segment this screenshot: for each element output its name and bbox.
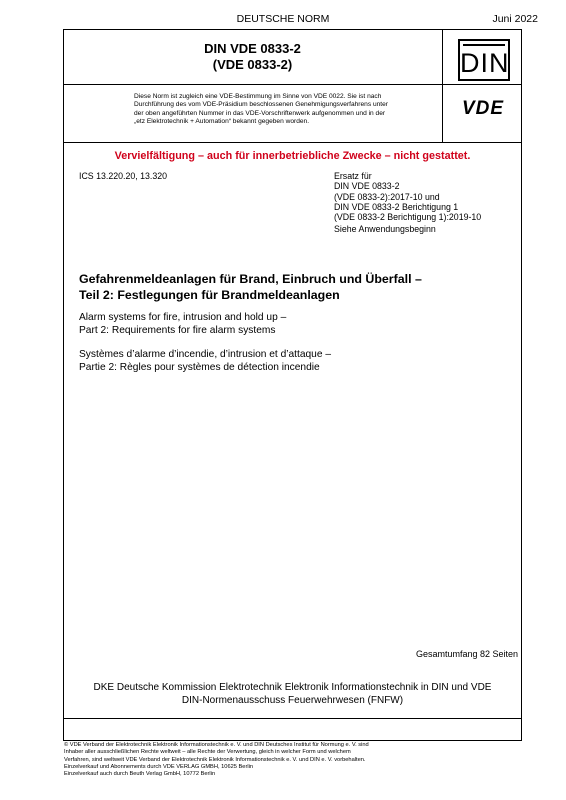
notice-line: Durchführung des vom VDE-Präsidium beschlossenen Genehmigungsverfahrens unter [134,101,388,109]
german-title-line2: Teil 2: Festlegungen für Brandmeldeanlagen [79,287,340,302]
french-title-line2: Partie 2: Règles pour systèmes de détection incendie [79,361,320,373]
vde-notice [134,93,434,127]
english-title [79,312,286,337]
footer-line: Einzelverkauf und Abonnements durch VDE VERLAG GMBH, 10625 Berlin [64,763,254,770]
din-logo [458,39,510,81]
din-logo-bar [463,44,505,46]
standard-number-line2: (VDE 0833-2) [212,57,293,72]
notice-line: der oben angeführten Nummer in das VDE-Vorschriftenwerk aufgenommen und in der [134,109,386,117]
footer-divider [64,718,521,719]
replacement-line: DIN VDE 0833-2 [334,181,400,192]
total-pages: Gesamtumfang 82 Seiten [415,649,518,659]
replacement-line: Ersatz für [334,171,372,181]
committee-line1: DKE Deutsche Kommission Elektrotechnik Elektronik Informationstechnik in DIN und VDE [93,682,492,693]
notice-line: „etz Elektrotechnik + Automation“ bekannt gegeben worden. [134,118,310,126]
replacement-line: (VDE 0833-2):2017-10 und [334,191,440,202]
german-title [79,272,422,303]
footer-line: Verfahren, sind weltweit VDE Verband der Elektrotechnik Elektronik Informationstechnik e. V. und DIN e. V. vorbehalten. [64,756,366,763]
publication-date: Juni 2022 [492,13,538,25]
copyright-footer [64,742,534,778]
responsible-committee [63,682,522,707]
footer-line: Inhaber aller ausschließlichen Rechte weltweit – alle Rechte der Verwertung, gleich in welcher Form und welchem [64,749,351,756]
german-title-line1: Gefahrenmeldeanlagen für Brand, Einbruch und Überfall – [79,272,422,286]
header-divider-2 [64,142,521,143]
standard-number [63,41,442,73]
header-divider-1 [64,84,521,85]
footer-line: Einzelverkauf auch durch Beuth Verlag GmbH, 10772 Berlin [64,771,216,778]
header-divider-vertical [442,30,443,143]
din-logo-text: DIN [460,48,510,78]
standard-number-line1: DIN VDE 0833-2 [204,41,301,56]
cover-frame [63,29,522,741]
replacement-info [334,171,481,235]
replacement-line: DIN VDE 0833-2 Berichtigung 1 [334,201,459,212]
vde-logo: VDE [461,98,505,119]
notice-line: Diese Norm ist zugleich eine VDE-Bestimmung im Sinne von VDE 0022. Sie ist nach [134,93,382,100]
english-title-line2: Part 2: Requirements for fire alarm systems [79,324,276,336]
document-type-label: DEUTSCHE NORM [236,13,330,25]
french-title [79,349,331,374]
french-title-line1: Systèmes d’alarme d’incendie, d’intrusion et d’attaque – [79,349,332,360]
replacement-line: (VDE 0833-2 Berichtigung 1):2019-10 [334,212,482,223]
ics-code: ICS 13.220.20, 13.320 [79,171,168,181]
committee-line2: DIN-Normenausschuss Feuerwehrwesen (FNFW) [181,694,404,706]
footer-line: © VDE Verband der Elektrotechnik Elektronik Informationstechnik e. V. und DIN Deutsches Institut für Normung e. V. sind [64,742,369,748]
english-title-line1: Alarm systems for fire, intrusion and hold up – [79,312,287,323]
copy-restriction-warning: Vervielfältigung – auch für innerbetriebliche Zwecke – nicht gestattet. [114,150,471,162]
application-start-note: Siehe Anwendungsbeginn [334,224,436,235]
